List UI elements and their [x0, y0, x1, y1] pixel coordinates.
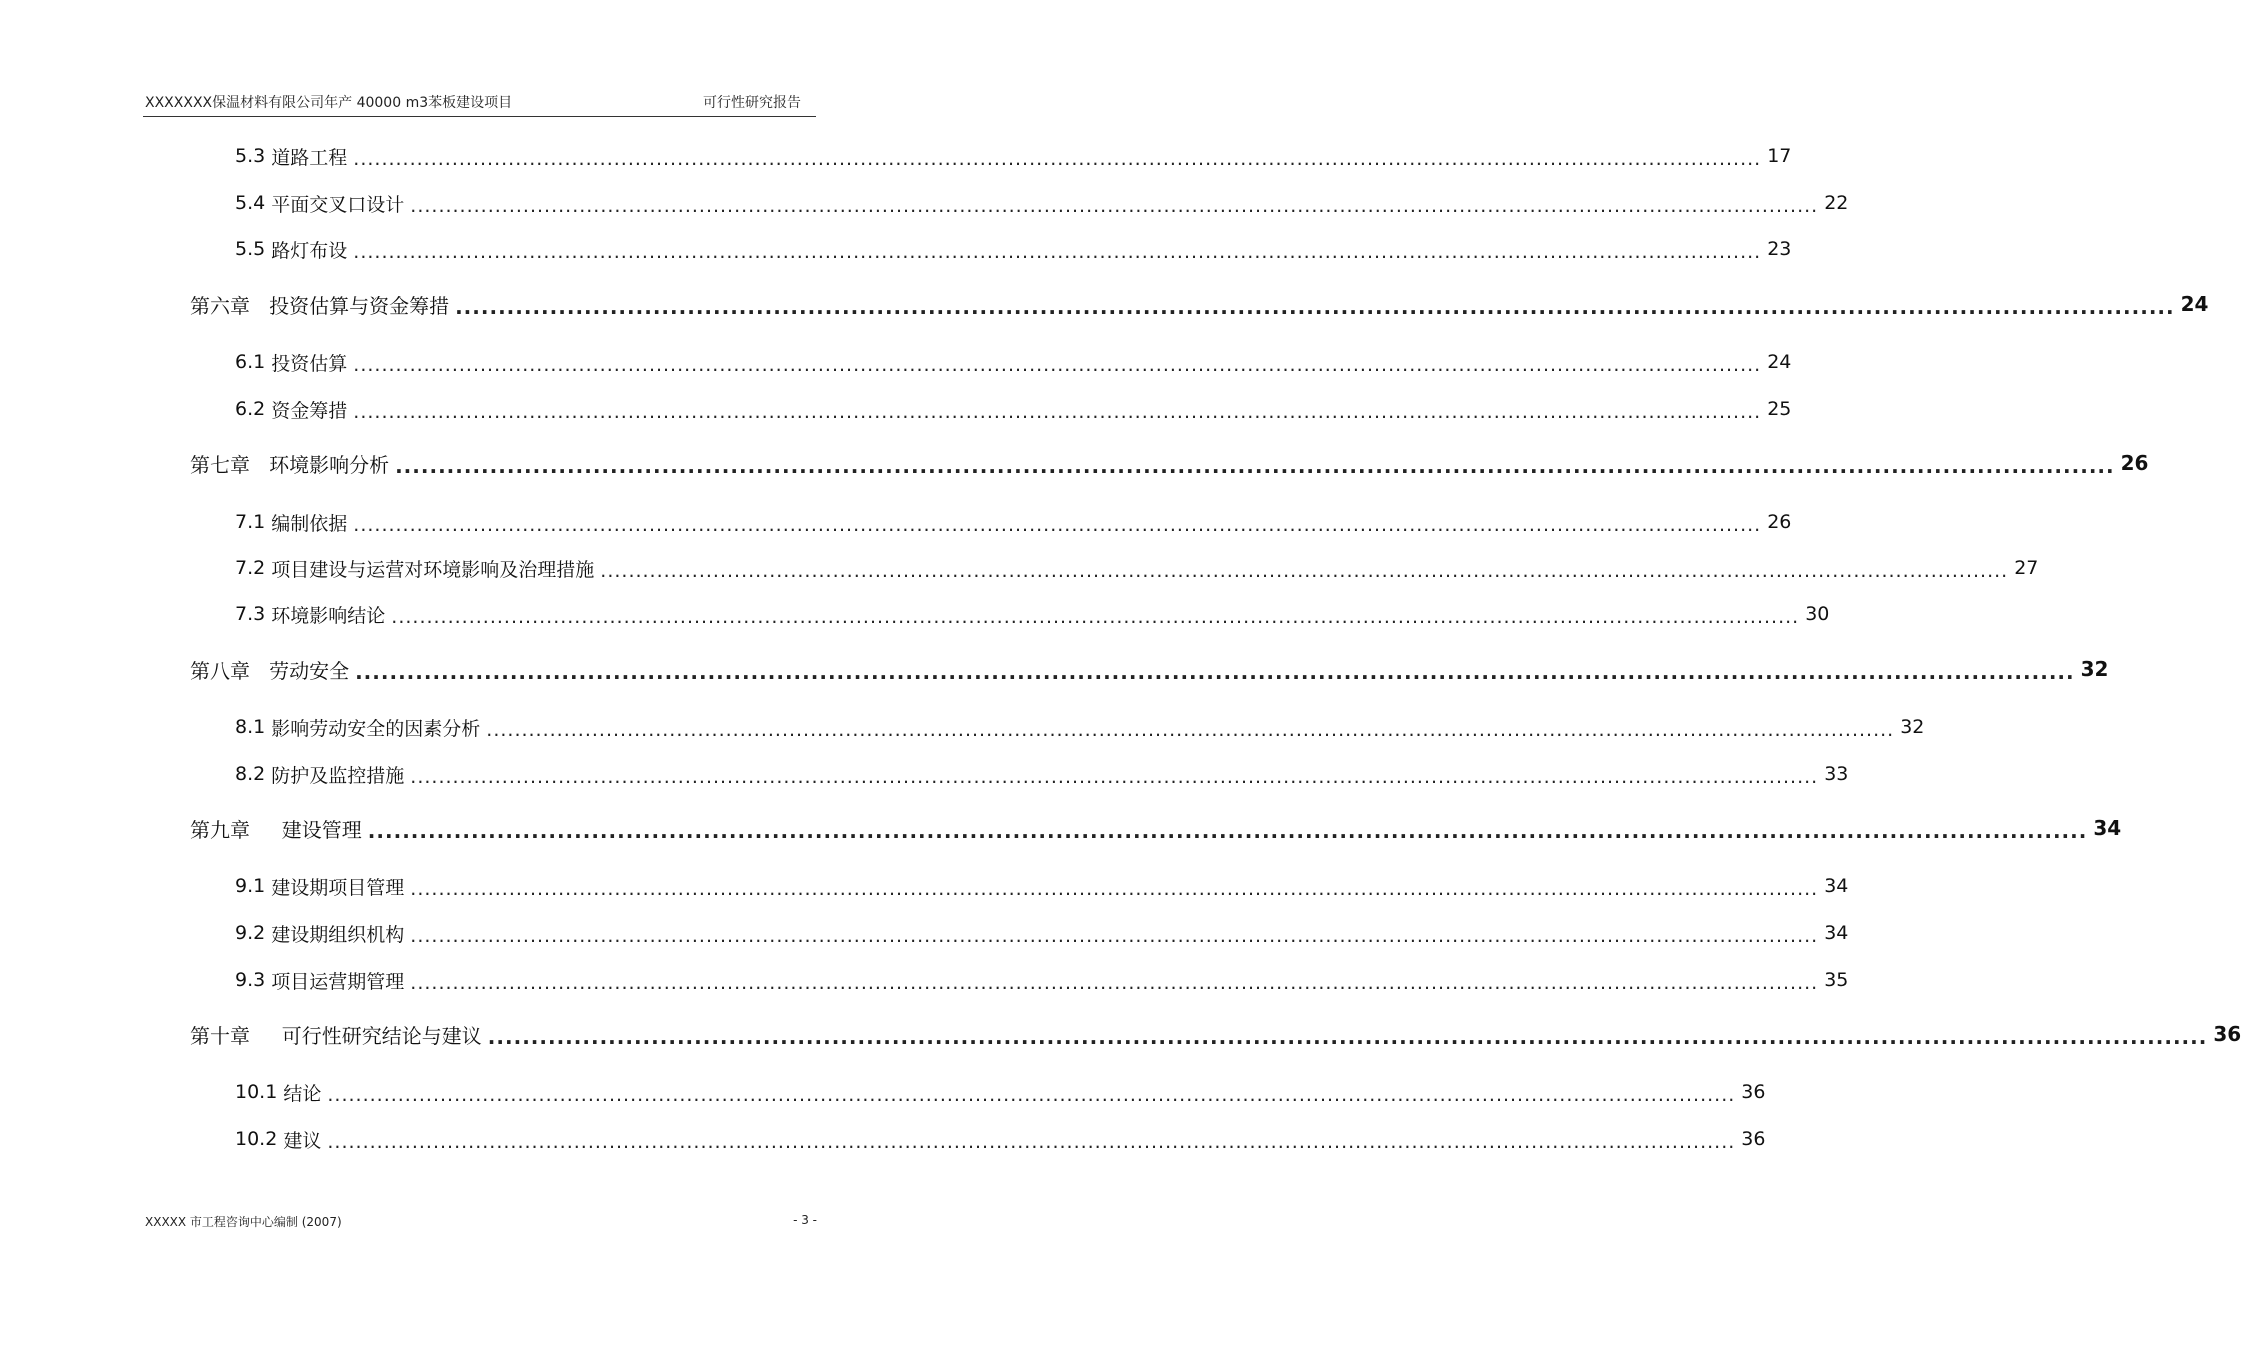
toc-entry-number: 第九章 — [190, 817, 282, 842]
toc-entry-page: 34 — [2093, 816, 2122, 840]
toc-entry-title: 劳动安全 — [269, 658, 350, 683]
toc-section-entry[interactable] — [235, 347, 1792, 377]
toc-entry-page: 36 — [2213, 1022, 2241, 1046]
toc-leader-dots: ........................................................................................................................................................................................................ — [327, 1131, 1736, 1153]
toc-section-entry[interactable] — [235, 394, 1792, 424]
toc-entry-number: 5.5 — [235, 238, 272, 260]
toc-entry-title: 项目运营期管理 — [271, 970, 405, 993]
toc-entry-title: 投资估算 — [271, 352, 348, 375]
toc-entry-title: 建设管理 — [281, 817, 362, 842]
toc-entry-page: 17 — [1767, 145, 1792, 167]
toc-leader-dots: ........................................................................................................................................................................................................ — [353, 148, 1762, 170]
toc-entry-page: 25 — [1767, 398, 1792, 420]
toc-entry-title: 防护及监控措施 — [271, 764, 405, 787]
toc-entry-number: 9.2 — [235, 922, 272, 944]
toc-entry-page: 34 — [1824, 875, 1849, 897]
toc-entry-title: 结论 — [283, 1082, 322, 1105]
toc-leader-dots: ........................................................................................................................................................................................................ — [487, 1025, 2208, 1049]
toc-entry-page: 34 — [1824, 922, 1849, 944]
toc-leader-dots: ........................................................................................................................................................................................................ — [327, 1084, 1736, 1106]
toc-entry-number: 7.1 — [235, 511, 272, 533]
toc-entry-number: 7.3 — [235, 603, 272, 625]
toc-entry-number: 10.1 — [235, 1081, 284, 1103]
toc-entry-number: 第六章 — [190, 293, 270, 318]
toc-leader-dots: ........................................................................................................................................................................................................ — [410, 925, 1819, 947]
toc-section-entry[interactable] — [235, 712, 1925, 742]
toc-entry-title: 平面交叉口设计 — [271, 193, 405, 216]
toc-entry-title: 影响劳动安全的因素分析 — [271, 717, 481, 740]
toc-entry-title: 道路工程 — [271, 146, 348, 169]
toc-entry-number: 6.2 — [235, 398, 272, 420]
toc-entry-title: 投资估算与资金筹措 — [269, 293, 450, 318]
toc-entry-page: 26 — [1767, 511, 1792, 533]
toc-leader-dots: ........................................................................................................................................................................................................ — [410, 195, 1819, 217]
footer-page-number: - 3 - — [793, 1213, 817, 1227]
toc-chapter-entry[interactable] — [190, 813, 2122, 843]
toc-entry-page: 27 — [2014, 557, 2039, 579]
toc-leader-dots: ........................................................................................................................................................................................................ — [395, 454, 2115, 478]
toc-entry-number: 10.2 — [235, 1128, 284, 1150]
toc-section-entry[interactable] — [235, 234, 1792, 264]
toc-leader-dots: ........................................................................................................................................................................................................ — [391, 606, 1800, 628]
toc-entry-page: 32 — [2080, 657, 2109, 681]
toc-entry-page: 23 — [1767, 238, 1792, 260]
toc-entry-page: 35 — [1824, 969, 1849, 991]
toc-leader-dots: ........................................................................................................................................................................................................ — [486, 719, 1895, 741]
toc-entry-page: 24 — [1767, 351, 1792, 373]
toc-leader-dots: ........................................................................................................................................................................................................ — [410, 878, 1819, 900]
toc-entry-number: 8.2 — [235, 763, 272, 785]
toc-entry-number: 8.1 — [235, 716, 272, 738]
toc-entry-page: 36 — [1741, 1081, 1766, 1103]
toc-section-entry[interactable] — [235, 871, 1849, 901]
toc-section-entry[interactable] — [235, 1077, 1766, 1107]
toc-leader-dots: ........................................................................................................................................................................................................ — [353, 401, 1762, 423]
toc-entry-page: 30 — [1805, 603, 1830, 625]
toc-section-entry[interactable] — [235, 1124, 1766, 1154]
toc-entry-title: 可行性研究结论与建议 — [281, 1023, 482, 1048]
toc-section-entry[interactable] — [235, 188, 1849, 218]
toc-chapter-entry[interactable] — [190, 289, 2209, 319]
toc-entry-number: 6.1 — [235, 351, 272, 373]
toc-leader-dots: ........................................................................................................................................................................................................ — [600, 560, 2009, 582]
toc-entry-title: 环境影响结论 — [271, 604, 386, 627]
page-header — [145, 92, 815, 114]
toc-entry-title: 环境影响分析 — [269, 452, 390, 477]
toc-entry-page: 33 — [1824, 763, 1849, 785]
toc-entry-title: 建议 — [283, 1129, 322, 1152]
toc-leader-dots: ........................................................................................................................................................................................................ — [455, 295, 2175, 319]
toc-entry-title: 建设期组织机构 — [271, 923, 405, 946]
toc-entry-title: 项目建设与运营对环境影响及治理措施 — [271, 558, 595, 581]
toc-entry-number: 第八章 — [190, 658, 270, 683]
toc-section-entry[interactable] — [235, 918, 1849, 948]
toc-chapter-entry[interactable] — [190, 448, 2149, 478]
toc-section-entry[interactable] — [235, 507, 1792, 537]
toc-leader-dots: ........................................................................................................................................................................................................ — [367, 819, 2088, 843]
footer-publisher: XXXXX 市工程咨询中心编制 (2007) — [145, 1215, 342, 1229]
toc-leader-dots: ........................................................................................................................................................................................................ — [353, 241, 1762, 263]
toc-entry-number: 第七章 — [190, 452, 270, 477]
toc-entry-title: 资金筹措 — [271, 399, 348, 422]
toc-entry-title: 路灯布设 — [271, 239, 348, 262]
toc-entry-number: 9.1 — [235, 875, 272, 897]
toc-section-entry[interactable] — [235, 965, 1849, 995]
toc-leader-dots: ........................................................................................................................................................................................................ — [353, 354, 1762, 376]
toc-entry-title: 建设期项目管理 — [271, 876, 405, 899]
toc-entry-title: 编制依据 — [271, 512, 348, 535]
toc-leader-dots: ........................................................................................................................................................................................................ — [410, 766, 1819, 788]
toc-entry-number: 7.2 — [235, 557, 272, 579]
toc-section-entry[interactable] — [235, 141, 1792, 171]
toc-entry-page: 32 — [1900, 716, 1925, 738]
toc-entry-page: 24 — [2180, 292, 2209, 316]
toc-section-entry[interactable] — [235, 553, 2039, 583]
toc-entry-page: 26 — [2120, 451, 2149, 475]
toc-entry-number: 5.3 — [235, 145, 272, 167]
toc-entry-number: 9.3 — [235, 969, 272, 991]
toc-entry-number: 第十章 — [190, 1023, 282, 1048]
toc-leader-dots: ........................................................................................................................................................................................................ — [410, 972, 1819, 994]
header-report-type: 可行性研究报告 — [703, 95, 801, 111]
toc-section-entry[interactable] — [235, 759, 1849, 789]
toc-section-entry[interactable] — [235, 599, 1830, 629]
toc-leader-dots: ........................................................................................................................................................................................................ — [355, 660, 2075, 684]
toc-chapter-entry[interactable] — [190, 1019, 2241, 1049]
toc-entry-page: 36 — [1741, 1128, 1766, 1150]
toc-chapter-entry[interactable] — [190, 654, 2109, 684]
toc-entry-page: 22 — [1824, 192, 1849, 214]
toc-leader-dots: ........................................................................................................................................................................................................ — [353, 514, 1762, 536]
header-project-title: XXXXXXX保温材料有限公司年产 40000 m3苯板建设项目 — [145, 95, 513, 111]
header-rule — [143, 116, 816, 117]
toc-entry-number: 5.4 — [235, 192, 272, 214]
